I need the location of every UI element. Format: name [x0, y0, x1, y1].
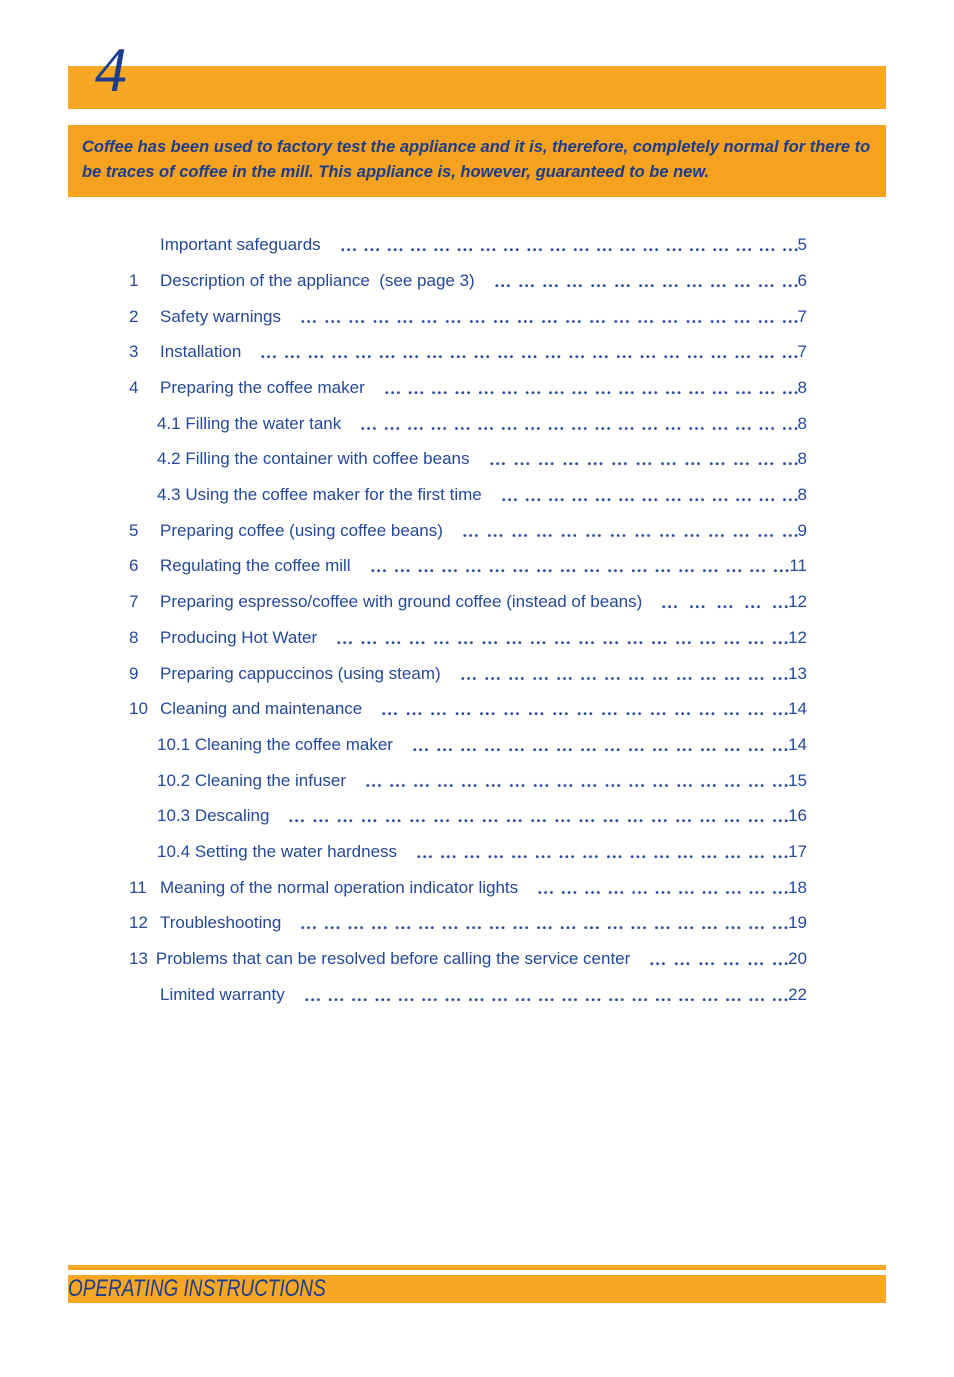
toc-entry-number: [129, 977, 160, 1013]
toc-entry: [129, 691, 807, 727]
toc-entry-page: 5: [797, 235, 807, 255]
toc-entry-number: 4.1: [157, 413, 181, 433]
toc-entry-title: Description of the appliance (see page 3): [160, 270, 475, 290]
toc-entry-number: 10.3: [157, 806, 191, 826]
toc-entry-number: 12: [129, 913, 148, 933]
toc-entry-number: 6: [129, 556, 139, 576]
toc-entry: [129, 477, 807, 513]
header-bar: [68, 66, 886, 109]
toc-entry: [129, 299, 807, 335]
toc-entry-page: 7: [797, 306, 807, 326]
toc-entry-page: 15: [788, 770, 807, 790]
toc-entry-number: 1: [129, 270, 139, 290]
toc-entry: [129, 834, 807, 870]
dot-leader: [281, 798, 788, 834]
toc-entry-page: 8: [797, 377, 807, 397]
dot-leader: [363, 548, 790, 584]
toc-entry: [129, 870, 807, 906]
toc-entry: [129, 620, 807, 656]
toc-entry: [129, 727, 807, 763]
page-number: 4: [95, 34, 127, 105]
toc-entry-number: 3: [129, 342, 139, 362]
toc-entry-number: 10.2: [157, 770, 191, 790]
toc-entry-page: 20: [788, 949, 807, 969]
toc-entry-title: Preparing cappuccinos (using steam): [160, 663, 441, 683]
toc-entry-page: 22: [788, 984, 807, 1004]
toc-entry-page: 8: [797, 413, 807, 433]
dot-leader: [329, 620, 788, 656]
toc-entry: [129, 548, 807, 584]
toc-entry: [129, 441, 807, 477]
footer-label: OPERATING INSTRUCTIONS: [68, 1275, 326, 1302]
dot-leader: [654, 584, 788, 620]
toc-entry-number: 2: [129, 306, 139, 326]
toc-entry-page: 7: [797, 342, 807, 362]
toc-entry-title: Producing Hot Water: [160, 627, 318, 647]
toc-entry-title: Troubleshooting: [160, 913, 282, 933]
toc-entry-title: Descaling: [194, 806, 270, 826]
toc-entry: [129, 763, 807, 799]
toc-entry: [129, 798, 807, 834]
toc-entry-title: Regulating the coffee mill: [160, 556, 351, 576]
toc-entry-number: 7: [129, 592, 139, 612]
notice-text: Coffee has been used to factory test the appliance and it is, therefore, completely normal for there to be traces of coffee in the mill. This appliance is, however, guaranteed to be new.: [82, 138, 871, 181]
toc-entry: [129, 584, 807, 620]
toc-entry-number: [129, 227, 160, 263]
dot-leader: [253, 334, 797, 370]
toc-entry-title: Filling the container with coffee beans: [185, 449, 470, 469]
table-of-contents: [129, 227, 807, 1012]
toc-entry-number: 4: [129, 377, 139, 397]
dot-leader: [293, 905, 788, 941]
toc-entry-title: Cleaning and maintenance: [160, 699, 363, 719]
toc-entry-page: 12: [788, 627, 807, 647]
dot-leader: [293, 299, 798, 335]
toc-entry-number: 4.2: [157, 449, 181, 469]
toc-entry: [129, 513, 807, 549]
toc-entry-page: 11: [789, 556, 807, 576]
toc-entry: [129, 370, 807, 406]
toc-entry-page: 19: [788, 913, 807, 933]
toc-entry-page: 14: [788, 734, 807, 754]
toc-entry: [129, 656, 807, 692]
toc-entry-number: 5: [129, 520, 139, 540]
toc-entry: [129, 941, 807, 977]
toc-entry-page: 8: [797, 449, 807, 469]
dot-leader: [353, 406, 797, 442]
dot-leader: [405, 727, 788, 763]
toc-entry-title: Using the coffee maker for the first time: [185, 485, 482, 505]
footer-rule: [68, 1265, 886, 1270]
toc-entry-title: Preparing coffee (using coffee beans): [160, 520, 443, 540]
toc-entry: [129, 905, 807, 941]
toc-entry-title: Safety warnings: [160, 306, 281, 326]
toc-entry-title: Filling the water tank: [185, 413, 342, 433]
toc-entry-number: 4.3: [157, 485, 181, 505]
toc-entry-title: Cleaning the infuser: [194, 770, 347, 790]
dot-leader: [409, 834, 788, 870]
toc-entry-title: Installation: [160, 342, 242, 362]
toc-entry-title: Preparing the coffee maker: [160, 377, 365, 397]
dot-leader: [358, 763, 788, 799]
toc-entry-title: Preparing espresso/coffee with ground coffee (instead of beans): [160, 592, 643, 612]
toc-entry-page: 12: [788, 592, 807, 612]
notice-box: [68, 125, 886, 197]
toc-entry: [129, 227, 807, 263]
toc-entry-page: 17: [788, 842, 807, 862]
toc-entry-page: 8: [797, 485, 807, 505]
dot-leader: [530, 870, 788, 906]
dot-leader: [642, 941, 788, 977]
dot-leader: [377, 370, 798, 406]
toc-entry-title: Cleaning the coffee maker: [194, 734, 393, 754]
toc-entry-number: 11: [129, 877, 147, 897]
toc-entry-title: Meaning of the normal operation indicator lights: [160, 877, 519, 897]
dot-leader: [494, 477, 798, 513]
dot-leader: [297, 977, 788, 1013]
toc-entry-title: Problems that can be resolved before calling the service center: [155, 949, 631, 969]
toc-entry: [129, 263, 807, 299]
dot-leader: [455, 513, 798, 549]
dot-leader: [453, 656, 788, 692]
toc-entry: [129, 334, 807, 370]
toc-entry-title: Important safeguards: [160, 235, 321, 255]
toc-entry-number: 10.1: [157, 734, 191, 754]
dot-leader: [374, 691, 788, 727]
toc-entry-page: 13: [788, 663, 807, 683]
dot-leader: [487, 263, 798, 299]
toc-entry-title: Setting the water hardness: [194, 842, 398, 862]
toc-entry-page: 14: [788, 699, 807, 719]
toc-entry-number: 10: [129, 699, 148, 719]
toc-entry-page: 9: [797, 520, 807, 540]
toc-entry: [129, 406, 807, 442]
toc-entry-number: 10.4: [157, 842, 191, 862]
dot-leader: [333, 227, 798, 263]
toc-entry-title: Limited warranty: [160, 984, 285, 1004]
toc-entry-page: 18: [788, 877, 807, 897]
toc-entry-number: 9: [129, 663, 139, 683]
toc-entry-page: 6: [797, 270, 807, 290]
toc-entry-page: 16: [788, 806, 807, 826]
toc-entry: [129, 977, 807, 1013]
toc-entry-number: 8: [129, 627, 139, 647]
toc-entry-number: 13: [129, 949, 148, 969]
dot-leader: [482, 441, 798, 477]
